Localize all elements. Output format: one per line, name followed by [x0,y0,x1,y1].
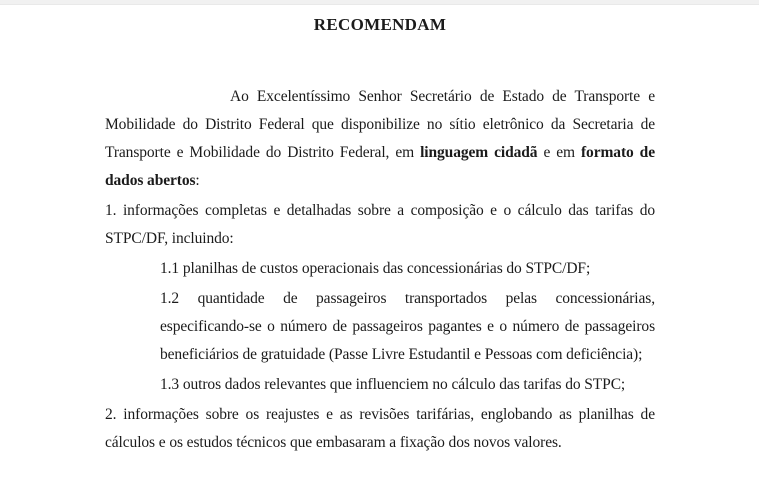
opening-paragraph [105,83,655,195]
list-item-1-1: 1.1 planilhas de custos operacionais das concessionárias do STPC/DF; [160,260,591,277]
bold-emphasis-formato-dados-abertos: formato de dados abertos [105,144,655,189]
list-item-1-3: 1.3 outros dados relevantes que influenciem no cálculo das tarifas do STPC; [160,376,626,393]
top-border [0,0,759,5]
bold-emphasis-linguagem-cidada: linguagem cidadã [420,144,538,161]
list-item-2: 2. informações sobre os reajustes e as revisões tarifárias, englobando as planilhas de cálculos e os estudos técnicos que embasaram a fixação dos novos valores. [105,406,655,451]
opening-text: Ao Excelentíssimo Senhor Secretário de Estado de Transporte e Mobilidade do Distrito Federal que disponibilize no sítio eletrônico da Secretaria de Transporte e Mobilidade do Distrito Federal, em [105,88,655,161]
document-title: RECOMENDAM [313,15,447,34]
opening-text-colon: : [195,172,200,189]
list-item-1-2: 1.2 quantidade de passageiros transportados pelas concessionárias, especificando-se o número de passageiros pagantes e o número de passageiros beneficiários de gratuidade (Passe Livre Estudantil e Pessoas com deficiência); [160,290,655,363]
list-item-1: 1. informações completas e detalhadas sobre a composição e o cálculo das tarifas do STPC/DF, incluindo: [105,202,655,247]
document-content [105,14,655,459]
opening-text-connector: e em [537,144,581,161]
